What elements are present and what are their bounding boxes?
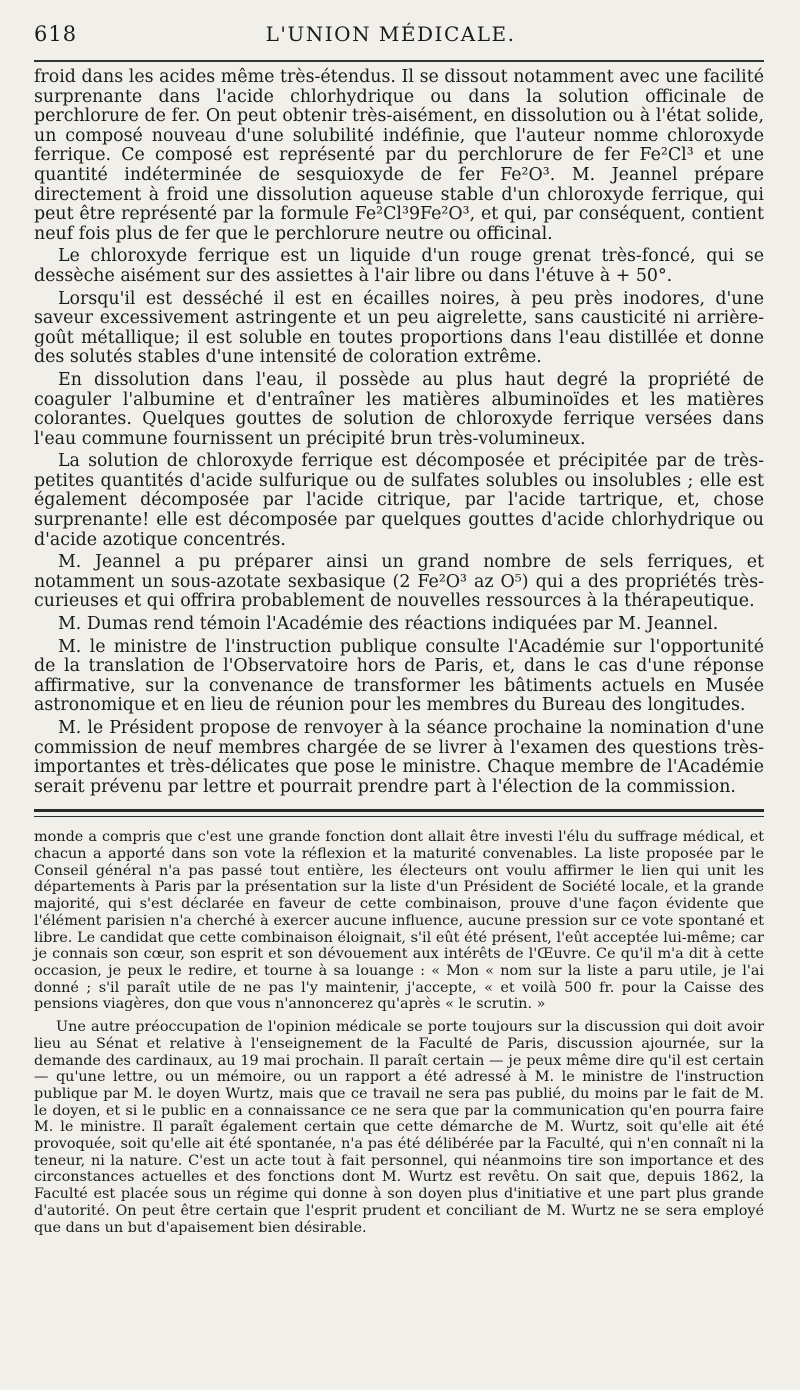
paragraph: froid dans les acides même très-étendus. Il se dissout notamment avec une facilité surprenante dans l'acide chlorhydrique ou dans la solution officinale de perchlorure de fer. On peut obtenir très-aisément, en dissolution ou à l'état solide, un composé nouveau d'une solubilité indéfinie, que l'auteur nomme chloroxyde ferrique. Ce composé est représenté par du perchlorure de fer Fe²Cl³ et une quantité indéterminée de sesquioxyde de fer Fe²O³. M. Jeannel prépare directement à froid une dissolution aqueuse stable d'un chloroxyde ferrique, qui peut être représenté par la formule Fe²Cl³9Fe²O³, et qui, par conséquent, contient neuf fois plus de fer que le perchlorure neutre ou officinal. (34, 67, 764, 244)
paragraph: En dissolution dans l'eau, il possède au plus haut degré la propriété de coaguler l'albumine et d'entraîner les matières albuminoïdes et les matières colorantes. Quelques gouttes de solution de chloroxyde ferrique versées dans l'eau commune fournissent un précipité brun très-volumineux. (34, 369, 764, 449)
paragraph: M. Dumas rend témoin l'Académie des réactions indiquées par M. Jeannel. (58, 614, 719, 635)
paragraph: M. le Président propose de renvoyer à la séance prochaine la nomination d'une commission de neuf membres chargée de se livrer à l'examen des questions très-importantes et très-délicates que pose le ministre. Chaque membre de l'Académie serait prévenu par lettre et pourrait prendre part à l'élection de la commission. (34, 718, 764, 797)
paragraph: M. Jeannel a pu préparer ainsi un grand nombre de sels ferriques, et notamment un sous-azotate sexbasique (2 Fe²O³ az O⁵) qui a des propriétés très-curieuses et qui offrira probablement de nouvelles ressources à la thérapeutique. (34, 552, 764, 612)
page-number: 618 (34, 22, 78, 46)
header-rule (34, 60, 764, 62)
lower-article (34, 829, 764, 1236)
paragraph: Le chloroxyde ferrique est un liquide d'un rouge grenat très-foncé, qui se dessèche aisément sur des assiettes à l'air libre ou dans l'étuve à + 50°. (34, 246, 764, 286)
running-head: L'UNION MÉDICALE. (265, 22, 516, 46)
page-header (34, 22, 764, 56)
paragraph: Une autre préoccupation de l'opinion médicale se porte toujours sur la discussion qui doit avoir lieu au Sénat et relative à l'enseignement de la Faculté de Paris, discussion ajournée, sur la demande des cardinaux, au 19 mai prochain. Il paraît certain — je peux même dire qu'il est certain — qu'une lettre, ou un mémoire, ou un rapport a été adressé à M. le ministre de l'instruction publique par M. le doyen Wurtz, mais que ce travail ne sera pas publié, du moins par le fait de M. le doyen, et si le public en a connaissance ce ne sera que par la communication qu'en pourra faire M. le ministre. Il paraît également certain que cette démarche de M. Wurtz, soit qu'elle ait été provoquée, soit qu'elle ait été spontanée, n'a pas été délibérée par la Faculté, qui n'en connaît ni la teneur, ni la nature. C'est un acte tout à fait personnel, qui néanmoins tire son importance et des circonstances actuelles et des fonctions dont M. Wurtz est revêtu. On sait que, depuis 1862, la Faculté est placée sous un régime qui donne à son doyen plus d'initiative et une part plus grande d'autorité. On peut être certain que l'esprit prudent et conciliant de M. Wurtz ne se sera employé que dans un but d'apaisement bien désirable. (34, 1019, 764, 1236)
paragraph: La solution de chloroxyde ferrique est décomposée et précipitée par de très-petites quantités d'acide sulfurique ou de sulfates solubles ou insolubles ; elle est également décomposée par l'acide citrique, par l'acide tartrique, et, chose surprenante! elle est décomposée par quelques gouttes d'acide chlorhydrique ou d'acide azotique concentrés. (34, 451, 764, 550)
section-divider (34, 809, 764, 817)
upper-article (34, 68, 764, 797)
paragraph: monde a compris que c'est une grande fonction dont allait être investi l'élu du suffrage médical, et chacun a apporté dans son vote la réflexion et la maturité convenables. La liste proposée par le Conseil général n'a pas passé tout entière, les électeurs ont voulu affirmer le lien qui unit les départements à Paris par la présentation sur la liste d'un Président de Société locale, et la grande majorité, qui s'est déclarée en faveur de cette combinaison, prouve d'une façon évidente que l'élément parisien n'a cherché à exercer aucune influence, aucune pression sur ce vote spontané et libre. Le candidat que cette combinaison éloignait, s'il eût été présent, l'eût acceptée lui-même; car je connais son cœur, son esprit et son dévouement aux intérêts de l'Œuvre. Ce qu'il m'a dit à cette occasion, je peux le redire, et tourne à sa louange : « Mon « nom sur la liste a paru utile, je l'ai donné ; s'il paraît utile de ne pas l'y maintenir, j'accepte, « et voilà 500 fr. pour la Caisse des pensions viagères, don que vous n'annoncerez qu'après « le scrutin. » (34, 829, 764, 1013)
paragraph: Lorsqu'il est desséché il est en écailles noires, à peu près inodores, d'une saveur excessivement astringente et un peu aigrelette, sans causticité ni arrière-goût métallique; il est soluble en toutes proportions dans l'eau distillée et donne des solutés stables d'une intensité de coloration extrême. (34, 288, 764, 368)
paragraph: M. le ministre de l'instruction publique consulte l'Académie sur l'opportunité de la translation de l'Observatoire hors de Paris, et, dans le cas d'une réponse affirmative, sur la convenance de transformer les bâtiments actuels en Musée astronomique et en lieu de réunion pour les membres du Bureau des longitudes. (34, 636, 764, 716)
